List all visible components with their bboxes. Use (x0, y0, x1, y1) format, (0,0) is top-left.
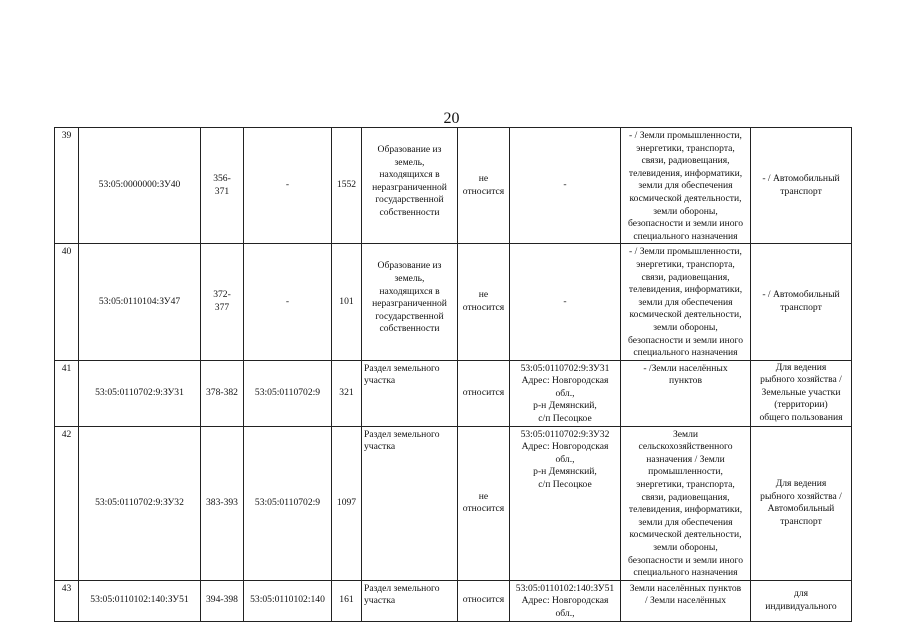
cadastral-number: 53:05:0110702:9:ЗУ31 (95, 386, 184, 398)
land-category-line: сельскохозяйственного (638, 441, 733, 453)
plot-area: 321 (339, 386, 354, 398)
plot-address-line: - (563, 179, 567, 191)
land-category-line: безопасности и земли иного (628, 218, 743, 230)
plot-address-line: 53:05:0110102:140:ЗУ51 (515, 582, 615, 594)
boundary-points-cell (201, 580, 244, 621)
formation-method-line: участка (364, 375, 396, 387)
land-category-line: Земли населённых пунктов (629, 582, 742, 594)
plot-area: 161 (339, 594, 354, 606)
permitted-use-line: транспорт (780, 515, 822, 527)
land-category-line: земли обороны, (653, 542, 718, 553)
boundary-points-line: 383-393 (206, 496, 238, 508)
plot-area-cell (332, 128, 362, 244)
permitted-use-line: Земельные участки (761, 386, 841, 398)
permitted-use-line: Автомобильный (767, 503, 835, 515)
cadastral-number: 53:05:0110102:140:ЗУ51 (90, 594, 189, 606)
land-category-line: специального назначения (633, 230, 738, 242)
plot-address-line: р-н Демянский, (533, 400, 597, 412)
boundary-points-line: 372- (213, 289, 231, 301)
plot-area: 101 (339, 295, 354, 307)
permitted-use-cell (751, 244, 852, 360)
land-category-line: связи, радиовещания, (641, 271, 730, 283)
permitted-use-cell (751, 580, 852, 621)
land-category-line: Земли (672, 428, 699, 440)
land-category-line: энергетики, транспорта, (636, 479, 735, 491)
restriction-status-cell (458, 360, 510, 426)
plot-area-cell (332, 580, 362, 621)
formation-method-line: неразграниченной (372, 181, 447, 193)
land-category-line: промышленности, (648, 466, 723, 478)
row-number: 43 (61, 582, 72, 594)
permitted-use-line: общего пользования (759, 412, 843, 424)
formation-method-line: Образование из (377, 144, 442, 155)
source-plot-number-cell (244, 580, 332, 621)
restriction-status-line: относится (462, 594, 505, 606)
formation-method-line: находящихся в (379, 169, 440, 181)
source-plot-number: 53:05:0110102:140 (250, 594, 325, 606)
formation-method-line: собственности (379, 206, 440, 218)
land-category-line: - /Земли населённых (643, 362, 728, 374)
restriction-status-line: не (478, 289, 489, 301)
land-category-cell (621, 426, 751, 580)
cadastral-number: 53:05:0110104:ЗУ47 (98, 295, 181, 307)
land-category-line: земли для обеспечения (638, 296, 733, 308)
plot-address-cell (510, 360, 621, 426)
plot-address-cell (510, 580, 621, 621)
formation-method-line: Раздел земельного (364, 362, 440, 374)
land-category-line: связи, радиовещания, (641, 491, 730, 503)
formation-method-line: государственной (375, 310, 444, 322)
restriction-status-line: не (478, 173, 489, 185)
land-category-line: космической деятельности, (629, 529, 742, 541)
restriction-status-line: относится (462, 503, 505, 515)
permitted-use-line: Для ведения (775, 478, 827, 490)
formation-method-line: участка (364, 595, 396, 607)
row-number: 40 (61, 246, 72, 258)
formation-method-line: собственности (379, 323, 440, 335)
restriction-status-line: не (478, 490, 489, 502)
land-category-cell (621, 128, 751, 244)
restriction-status-cell (458, 128, 510, 244)
source-plot-number: 53:05:0110702:9 (254, 386, 321, 398)
source-plot-number: 53:05:0110702:9 (254, 496, 321, 508)
formation-method-line: неразграниченной (372, 298, 447, 310)
land-category-line: космической деятельности, (629, 192, 742, 204)
table-row (55, 580, 852, 621)
table-row (55, 360, 852, 426)
formation-method-cell (362, 360, 458, 426)
land-category-line: безопасности и земли иного (628, 554, 743, 566)
cadastral-number-cell (79, 128, 201, 244)
cadastral-number-cell (79, 244, 201, 360)
restriction-status-cell (458, 426, 510, 580)
permitted-use-cell (751, 426, 852, 580)
land-category-cell (621, 244, 751, 360)
land-plots-table (54, 127, 852, 622)
plot-area: 1552 (336, 179, 357, 191)
land-category-line: земли для обеспечения (638, 180, 733, 192)
permitted-use-line: (территории) (774, 399, 828, 411)
source-plot-number: - (285, 179, 290, 191)
formation-method-line: государственной (375, 194, 444, 206)
permitted-use-line: - / Автомобильный (762, 173, 840, 185)
land-category-line: специального назначения (633, 347, 738, 359)
page-number: 20 (443, 110, 460, 127)
boundary-points-line: 378-382 (206, 386, 238, 398)
plot-address-line: - (563, 295, 567, 307)
land-category-line: земли обороны, (653, 205, 718, 217)
plot-address-line: с/п Песоцкое (538, 413, 592, 425)
plot-area-cell (332, 426, 362, 580)
cadastral-number-cell (79, 360, 201, 426)
permitted-use-line: для (793, 588, 809, 600)
formation-method-cell (362, 244, 458, 360)
table-row (55, 244, 852, 360)
table-row (55, 128, 852, 244)
land-category-cell (621, 580, 751, 621)
permitted-use-line: транспорт (780, 302, 822, 314)
land-category-line: пунктов (669, 375, 702, 387)
land-category-cell (621, 360, 751, 426)
plot-address-line: Адрес: Новгородская обл., (521, 441, 609, 465)
plot-address-line: р-н Демянский, (533, 466, 597, 478)
row-number-cell (55, 128, 79, 244)
row-number-cell (55, 580, 79, 621)
source-plot-number: - (285, 295, 290, 307)
restriction-status-cell (458, 580, 510, 621)
permitted-use-line: транспорт (780, 185, 822, 197)
plot-address-line: с/п Песоцкое (538, 479, 592, 491)
row-number-cell (55, 426, 79, 580)
land-category-line: энергетики, транспорта, (636, 258, 735, 270)
permitted-use-line: рыбного хозяйства / (760, 374, 842, 386)
land-category-line: телевидения, информатики, (628, 284, 743, 296)
boundary-points-line: 371 (214, 185, 230, 197)
land-category-line: связи, радиовещания, (641, 155, 730, 167)
land-category-line: земли для обеспечения (638, 516, 733, 528)
formation-method-cell (362, 580, 458, 621)
boundary-points-line: 377 (214, 302, 230, 314)
boundary-points-line: 356- (213, 173, 231, 185)
restriction-status-line: относится (462, 386, 505, 398)
land-category-line: телевидения, информатики, (628, 167, 743, 179)
source-plot-number-cell (244, 128, 332, 244)
boundary-points-cell (201, 360, 244, 426)
permitted-use-cell (751, 360, 852, 426)
formation-method-line: Раздел земельного (364, 428, 440, 440)
land-category-line: земли обороны, (653, 321, 718, 333)
plot-address-cell (510, 244, 621, 360)
row-number: 41 (61, 362, 72, 374)
source-plot-number-cell (244, 360, 332, 426)
land-category-line: - / Земли промышленности, (629, 130, 742, 141)
source-plot-number-cell (244, 244, 332, 360)
plot-address-line: 53:05:0110702:9:ЗУ31 (520, 362, 610, 374)
land-category-line: телевидения, информатики, (628, 504, 743, 516)
boundary-points-cell (201, 426, 244, 580)
formation-method-line: участка (364, 441, 396, 453)
land-category-line: / Земли населённых (644, 595, 727, 607)
plot-area-cell (332, 244, 362, 360)
cadastral-number-cell (79, 580, 201, 621)
plot-address-line: 53:05:0110702:9:ЗУ32 (520, 428, 610, 440)
restriction-status-cell (458, 244, 510, 360)
row-number-cell (55, 244, 79, 360)
formation-method-line: Раздел земельного (364, 582, 440, 594)
cadastral-number: 53:05:0000000:ЗУ40 (98, 179, 181, 191)
land-category-line: безопасности и земли иного (628, 334, 743, 346)
formation-method-cell (362, 128, 458, 244)
row-number: 42 (61, 428, 72, 440)
permitted-use-cell (751, 128, 852, 244)
land-category-line: - / Земли промышленности, (629, 246, 742, 258)
boundary-points-cell (201, 244, 244, 360)
formation-method-cell (362, 426, 458, 580)
cadastral-number-cell (79, 426, 201, 580)
land-category-line: космической деятельности, (629, 309, 742, 321)
land-category-line: энергетики, транспорта, (636, 142, 735, 154)
formation-method-line: находящихся в (379, 285, 440, 297)
plot-address-line: Адрес: Новгородская обл., (521, 595, 609, 619)
row-number-cell (55, 360, 79, 426)
permitted-use-line: - / Автомобильный (762, 289, 840, 301)
formation-method-line: земель, (394, 156, 425, 168)
plot-address-line: Адрес: Новгородская обл., (521, 375, 609, 399)
plot-address-cell (510, 426, 621, 580)
plot-address-cell (510, 128, 621, 244)
cadastral-number: 53:05:0110702:9:ЗУ32 (95, 496, 184, 508)
permitted-use-line: индивидуального (765, 600, 837, 612)
permitted-use-line: Для ведения (775, 361, 827, 373)
permitted-use-line: рыбного хозяйства / (760, 490, 842, 502)
land-category-line: назначения / Земли (646, 453, 725, 465)
land-category-line: специального назначения (633, 567, 738, 579)
restriction-status-line: относится (462, 302, 505, 314)
source-plot-number-cell (244, 426, 332, 580)
row-number: 39 (61, 130, 72, 141)
plot-area-cell (332, 360, 362, 426)
boundary-points-line: 394-398 (206, 594, 238, 606)
boundary-points-cell (201, 128, 244, 244)
plot-area: 1097 (336, 496, 357, 508)
formation-method-line: Образование из (377, 260, 442, 272)
formation-method-line: земель, (394, 272, 425, 284)
restriction-status-line: относится (462, 185, 505, 197)
table-row (55, 426, 852, 580)
